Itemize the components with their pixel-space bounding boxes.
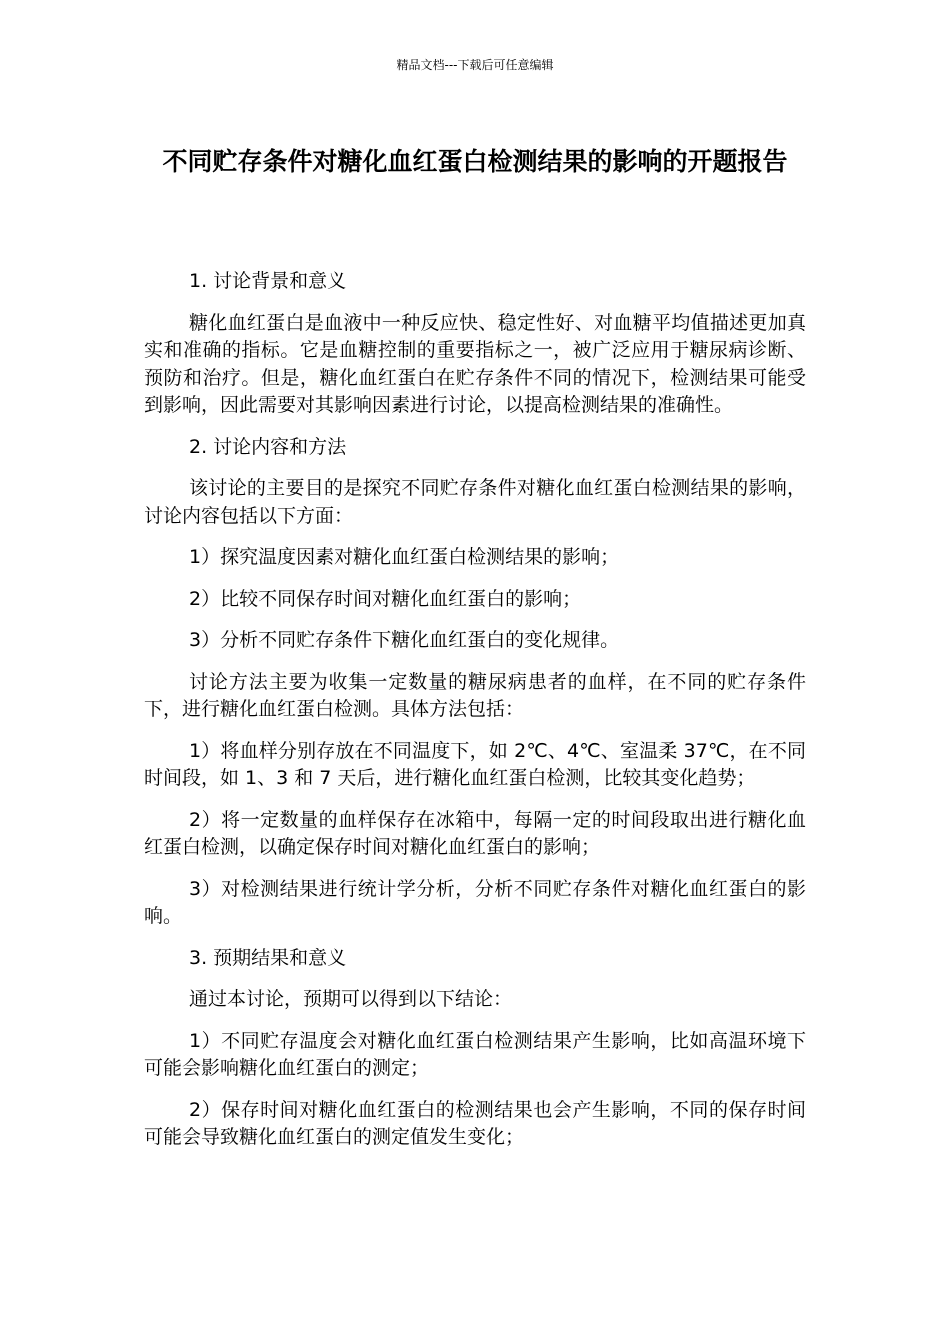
list-item-method-2: 2）将一定数量的血样保存在冰箱中，每隔一定的时间段取出进行糖化血红蛋白检测，以确定保存时间对糖化血红蛋白的影响； bbox=[144, 808, 806, 858]
list-item-content-1: 1）探究温度因素对糖化血红蛋白检测结果的影响； bbox=[189, 546, 620, 568]
section-heading-expected: 3. 预期结果和意义 bbox=[189, 946, 347, 969]
list-item-content-2: 2）比较不同保存时间对糖化血红蛋白的影响； bbox=[189, 587, 582, 610]
list-item-expected-1: 1）不同贮存温度会对糖化血红蛋白检测结果产生影响，比如高温环境下可能会影响糖化血红蛋白的测定； bbox=[144, 1029, 806, 1079]
list-item-method-3: 3）对检测结果进行统计学分析，分析不同贮存条件对糖化血红蛋白的影响。 bbox=[144, 877, 806, 927]
section-heading-content-method: 2. 讨论内容和方法 bbox=[189, 435, 347, 458]
list-item-expected-2: 2）保存时间对糖化血红蛋白的检测结果也会产生影响，不同的保存时间可能会导致糖化血红蛋白的测定值发生变化； bbox=[144, 1098, 806, 1148]
document-body bbox=[144, 268, 806, 1166]
page-header: 精品文档---下载后可任意编辑 bbox=[396, 58, 554, 72]
paragraph-expected-intro: 通过本讨论，预期可以得到以下结论： bbox=[189, 988, 513, 1010]
paragraph-method: 讨论方法主要为收集一定数量的糖尿病患者的血样，在不同的贮存条件下，进行糖化血红蛋白检测。具体方法包括： bbox=[144, 670, 806, 720]
paragraph-purpose: 该讨论的主要目的是探究不同贮存条件对糖化血红蛋白检测结果的影响，讨论内容包括以下方面： bbox=[144, 477, 806, 527]
paragraph-background: 糖化血红蛋白是血液中一种反应快、稳定性好、对血糖平均值描述更加真实和准确的指标。它是血糖控制的重要指标之一，被广泛应用于糖尿病诊断、预防和治疗。但是，糖化血红蛋白在贮存条件不同的情况下，检测结果可能受到影响，因此需要对其影响因素进行讨论，以提高检测结果的准确性。 bbox=[144, 311, 806, 416]
list-item-method-1: 1）将血样分别存放在不同温度下，如 2℃、4℃、室温柔 37℃，在不同时间段，如 1、3 和 7 天后，进行糖化血红蛋白检测，比较其变化趋势； bbox=[144, 739, 806, 789]
document-title: 不同贮存条件对糖化血红蛋白检测结果的影响的开题报告 bbox=[162, 147, 788, 176]
list-item-content-3: 3）分析不同贮存条件下糖化血红蛋白的变化规律。 bbox=[189, 629, 620, 651]
section-heading-background: 1. 讨论背景和意义 bbox=[189, 270, 347, 292]
